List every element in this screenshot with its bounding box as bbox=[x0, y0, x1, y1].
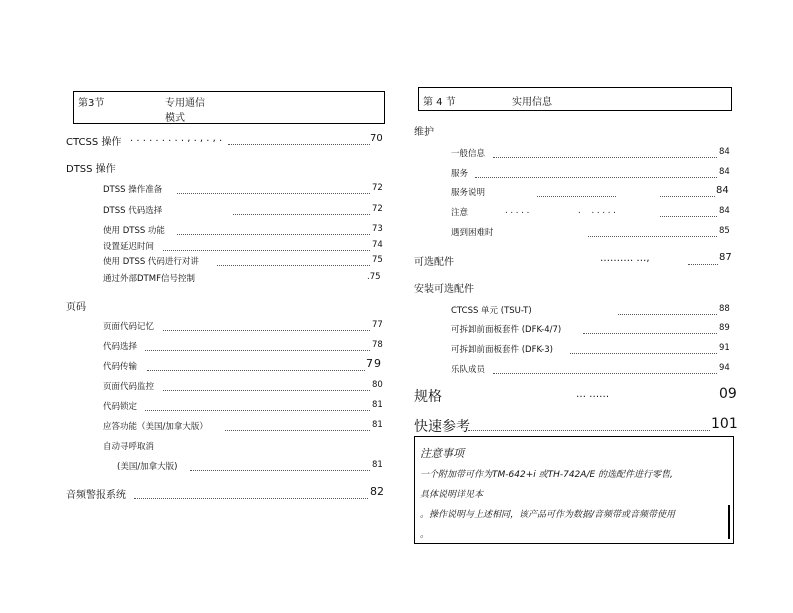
toc-entry-code-transmit[interactable]: 代码传输 bbox=[103, 362, 138, 372]
toc-leader bbox=[660, 196, 715, 197]
toc-entry-dtss-talk[interactable]: 使用 DTSS 代码进行对讲 bbox=[103, 257, 199, 267]
toc-page: 94 bbox=[719, 363, 730, 373]
note-line-2: 具体说明详见本 bbox=[420, 490, 484, 500]
toc-entry-band[interactable]: 乐队成员 bbox=[451, 365, 486, 375]
toc-page: .75 bbox=[367, 272, 381, 282]
toc-entry-specs[interactable]: 规格 bbox=[414, 389, 442, 405]
toc-leader bbox=[233, 214, 370, 215]
toc-entry-code-select[interactable]: 代码选择 bbox=[103, 342, 138, 352]
toc-page: 85 bbox=[719, 226, 730, 236]
toc-heading-paging: 页码 bbox=[66, 302, 86, 313]
toc-entry-tsu[interactable]: CTCSS 单元 (TSU-T) bbox=[451, 306, 532, 316]
toc-page: 79 bbox=[366, 357, 382, 370]
toc-leader bbox=[145, 350, 370, 351]
left-section-title-line1: 专用通信 bbox=[165, 98, 205, 109]
toc-leader bbox=[537, 196, 616, 197]
toc-leader bbox=[228, 144, 370, 145]
toc-page: 84 bbox=[716, 185, 729, 196]
toc-heading-install: 安装可选配件 bbox=[414, 284, 474, 295]
toc-entry-delay[interactable]: 设置延迟时间 bbox=[103, 242, 155, 252]
toc-page-specs: 09 bbox=[719, 386, 737, 402]
toc-page: 91 bbox=[719, 343, 730, 353]
left-section-number: 第3节 bbox=[78, 98, 105, 109]
toc-page: 82 bbox=[370, 485, 384, 498]
toc-heading-maintenance: 维护 bbox=[414, 127, 434, 138]
toc-entry-dtss-code[interactable]: DTSS 代码选择 bbox=[103, 206, 163, 216]
toc-leader bbox=[475, 177, 717, 178]
toc-leader bbox=[583, 333, 717, 334]
toc-entry-page-memory[interactable]: 页面代码记忆 bbox=[103, 322, 155, 332]
toc-entry-answer[interactable]: 应答功能（美国/加拿大版） bbox=[103, 422, 208, 432]
note-line-1: 一个附加带可作为TM-642+i 或TH-742A/E 的选配件进行零售, bbox=[420, 470, 673, 480]
toc-page: 81 bbox=[372, 460, 383, 470]
toc-leader bbox=[688, 264, 718, 265]
toc-page: 74 bbox=[372, 240, 383, 250]
toc-entry-code-lock[interactable]: 代码锁定 bbox=[103, 402, 138, 412]
right-section-title: 实用信息 bbox=[512, 97, 552, 108]
note-line-3: 。操作说明与上述相同，该产品可作为数据/音频带或音频带使用 bbox=[420, 510, 676, 520]
toc-leader bbox=[147, 370, 365, 371]
toc-leader: . . . . . bbox=[505, 206, 530, 216]
toc-leader bbox=[163, 250, 370, 251]
toc-entry-code-monitor[interactable]: 页面代码监控 bbox=[103, 382, 155, 392]
toc-page: 75 bbox=[372, 255, 383, 265]
toc-entry-service[interactable]: 服务 bbox=[451, 169, 469, 179]
toc-page: 72 bbox=[372, 183, 383, 193]
toc-fill-ctcss: . . . . . . . . . , . , . , . bbox=[130, 133, 223, 144]
toc-leader bbox=[618, 314, 717, 315]
toc-leader bbox=[217, 265, 370, 266]
toc-page: 81 bbox=[372, 420, 383, 430]
toc-leader bbox=[190, 470, 370, 471]
right-section-header bbox=[418, 87, 732, 111]
toc-page: 73 bbox=[372, 224, 383, 234]
toc-fill-options: ………. …, bbox=[600, 253, 650, 264]
toc-leader bbox=[163, 330, 370, 331]
toc-page-ctcss: 70 bbox=[370, 133, 383, 144]
toc-page: 72 bbox=[372, 204, 383, 214]
toc-leader: . . . . . . bbox=[578, 206, 616, 216]
toc-entry-auto-cancel[interactable]: 自动寻呼取消 bbox=[103, 442, 155, 452]
note-title: 注意事项 bbox=[420, 447, 464, 460]
toc-leader bbox=[134, 498, 368, 499]
toc-entry-alarm[interactable]: 音频警报系统 bbox=[66, 490, 126, 501]
toc-entry-service-notes[interactable]: 服务说明 bbox=[451, 188, 486, 198]
toc-page: 89 bbox=[719, 323, 730, 333]
toc-page: 80 bbox=[372, 380, 383, 390]
toc-leader bbox=[588, 236, 717, 237]
left-section-header bbox=[73, 91, 385, 124]
toc-entry-dtss-use[interactable]: 使用 DTSS 功能 bbox=[103, 226, 165, 236]
toc-leader bbox=[468, 430, 710, 431]
toc-page: 81 bbox=[372, 400, 383, 410]
toc-leader bbox=[177, 193, 370, 194]
toc-entry-dfk3[interactable]: 可拆卸前面板套件 (DFK-3) bbox=[451, 345, 553, 355]
toc-fill-specs: … …… bbox=[576, 389, 610, 400]
toc-entry-options[interactable]: 可选配件 bbox=[414, 257, 454, 268]
toc-entry-dtmf[interactable]: 通过外部DTMF信号控制 bbox=[103, 274, 195, 284]
toc-heading-dtss: DTSS 操作 bbox=[66, 164, 116, 175]
toc-page: 84 bbox=[719, 167, 730, 177]
toc-page: 77 bbox=[372, 320, 383, 330]
toc-leader bbox=[145, 410, 370, 411]
toc-leader bbox=[660, 216, 717, 217]
toc-page: 88 bbox=[719, 304, 730, 314]
toc-leader bbox=[493, 157, 717, 158]
toc-page-options: 87 bbox=[719, 252, 732, 263]
toc-entry-dfk47[interactable]: 可拆卸前面板套件 (DFK-4/7) bbox=[451, 325, 562, 335]
note-box-edge-mark bbox=[728, 505, 730, 539]
toc-page-quickref: 101 bbox=[711, 416, 738, 432]
toc-page: 84 bbox=[719, 147, 730, 157]
toc-leader bbox=[163, 390, 370, 391]
toc-entry-general[interactable]: 一般信息 bbox=[451, 149, 486, 159]
toc-entry-caution[interactable]: 注意 bbox=[451, 208, 469, 218]
toc-leader bbox=[177, 234, 370, 235]
right-section-number: 第 4 节 bbox=[423, 97, 456, 108]
toc-entry-quickref[interactable]: 快速参考 bbox=[414, 419, 470, 435]
note-line-4: 。 bbox=[420, 530, 430, 540]
toc-entry-trouble[interactable]: 遇到困难时 bbox=[451, 228, 494, 238]
toc-entry-auto-cancel-region[interactable]: (美国/加拿大版) bbox=[117, 462, 178, 472]
toc-leader bbox=[493, 373, 717, 374]
toc-entry-dtss-prep[interactable]: DTSS 操作准备 bbox=[103, 185, 163, 195]
toc-leader bbox=[570, 353, 717, 354]
toc-entry-ctcss[interactable]: CTCSS 操作 bbox=[66, 137, 122, 148]
toc-page: 84 bbox=[719, 206, 730, 216]
toc-page: 78 bbox=[372, 340, 383, 350]
left-section-title-line2: 模式 bbox=[165, 113, 185, 124]
toc-leader bbox=[225, 430, 370, 431]
